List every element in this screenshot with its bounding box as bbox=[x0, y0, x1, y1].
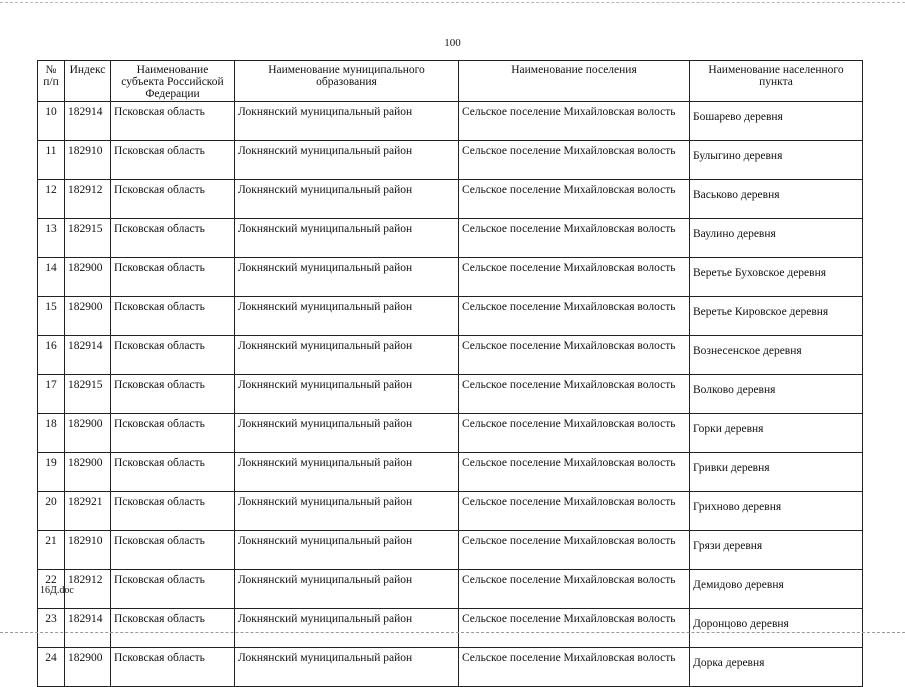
cell-settlement: Сельское поселение Михайловская волость bbox=[459, 180, 690, 219]
cell-settlement: Сельское поселение Михайловская волость bbox=[459, 219, 690, 258]
table-body bbox=[38, 102, 863, 687]
header-settlement: Наименование поселения bbox=[459, 61, 690, 102]
cell-num: 16 bbox=[38, 336, 65, 375]
cell-locality: Ваулино деревня bbox=[690, 219, 863, 258]
cell-subject: Псковская область bbox=[111, 102, 235, 141]
cell-municipality: Локнянский муниципальный район bbox=[235, 414, 459, 453]
cell-subject: Псковская область bbox=[111, 141, 235, 180]
table-row bbox=[38, 453, 863, 492]
cell-index: 182914 bbox=[65, 102, 111, 141]
cell-municipality: Локнянский муниципальный район bbox=[235, 297, 459, 336]
cell-municipality: Локнянский муниципальный район bbox=[235, 102, 459, 141]
cell-locality: Васьково деревня bbox=[690, 180, 863, 219]
header-locality: Наименование населенного пункта bbox=[690, 61, 863, 102]
cell-subject: Псковская область bbox=[111, 297, 235, 336]
cell-index: 182912 bbox=[65, 180, 111, 219]
cell-municipality: Локнянский муниципальный район bbox=[235, 180, 459, 219]
cell-index: 182914 bbox=[65, 609, 111, 648]
table-header bbox=[38, 61, 863, 102]
cell-index: 182900 bbox=[65, 258, 111, 297]
cell-locality: Доронцово деревня bbox=[690, 609, 863, 648]
cell-subject: Псковская область bbox=[111, 219, 235, 258]
cell-municipality: Локнянский муниципальный район bbox=[235, 570, 459, 609]
cell-settlement: Сельское поселение Михайловская волость bbox=[459, 570, 690, 609]
cell-subject: Псковская область bbox=[111, 570, 235, 609]
cell-municipality: Локнянский муниципальный район bbox=[235, 336, 459, 375]
cell-num: 21 bbox=[38, 531, 65, 570]
cell-municipality: Локнянский муниципальный район bbox=[235, 219, 459, 258]
cell-settlement: Сельское поселение Михайловская волость bbox=[459, 297, 690, 336]
cell-index: 182914 bbox=[65, 336, 111, 375]
cell-index: 182915 bbox=[65, 375, 111, 414]
cell-locality: Булыгино деревня bbox=[690, 141, 863, 180]
cell-subject: Псковская область bbox=[111, 492, 235, 531]
cell-settlement: Сельское поселение Михайловская волость bbox=[459, 648, 690, 687]
cell-index: 182910 bbox=[65, 531, 111, 570]
cell-locality: Горки деревня bbox=[690, 414, 863, 453]
cell-locality: Грязи деревня bbox=[690, 531, 863, 570]
cell-locality: Гривки деревня bbox=[690, 453, 863, 492]
cell-num: 18 bbox=[38, 414, 65, 453]
cell-index: 182921 bbox=[65, 492, 111, 531]
table-row bbox=[38, 180, 863, 219]
cell-subject: Псковская область bbox=[111, 180, 235, 219]
table-row bbox=[38, 648, 863, 687]
cell-municipality: Локнянский муниципальный район bbox=[235, 492, 459, 531]
cell-settlement: Сельское поселение Михайловская волость bbox=[459, 609, 690, 648]
scan-edge-bottom bbox=[0, 632, 905, 633]
cell-num: 17 bbox=[38, 375, 65, 414]
table-row bbox=[38, 219, 863, 258]
table-row bbox=[38, 414, 863, 453]
cell-index: 182915 bbox=[65, 219, 111, 258]
cell-locality: Веретье Кировское деревня bbox=[690, 297, 863, 336]
cell-locality: Волково деревня bbox=[690, 375, 863, 414]
cell-num: 22 bbox=[38, 570, 65, 609]
table-row bbox=[38, 609, 863, 648]
cell-municipality: Локнянский муниципальный район bbox=[235, 609, 459, 648]
cell-locality: Вознесенское деревня bbox=[690, 336, 863, 375]
cell-settlement: Сельское поселение Михайловская волость bbox=[459, 102, 690, 141]
cell-locality: Дорка деревня bbox=[690, 648, 863, 687]
cell-settlement: Сельское поселение Михайловская волость bbox=[459, 531, 690, 570]
cell-municipality: Локнянский муниципальный район bbox=[235, 141, 459, 180]
cell-index: 182910 bbox=[65, 141, 111, 180]
table-row bbox=[38, 141, 863, 180]
table-row bbox=[38, 492, 863, 531]
cell-settlement: Сельское поселение Михайловская волость bbox=[459, 375, 690, 414]
cell-index: 182900 bbox=[65, 648, 111, 687]
page-number: 100 bbox=[444, 37, 461, 49]
settlements-table bbox=[37, 60, 863, 687]
cell-municipality: Локнянский муниципальный район bbox=[235, 648, 459, 687]
cell-index: 182912 bbox=[65, 570, 111, 609]
table-row bbox=[38, 531, 863, 570]
cell-num: 14 bbox=[38, 258, 65, 297]
cell-num: 23 bbox=[38, 609, 65, 648]
cell-locality: Грихново деревня bbox=[690, 492, 863, 531]
cell-subject: Псковская область bbox=[111, 453, 235, 492]
cell-num: 11 bbox=[38, 141, 65, 180]
cell-locality: Бошарево деревня bbox=[690, 102, 863, 141]
header-subject: Наименование субъекта Российской Федерации bbox=[111, 61, 235, 102]
cell-settlement: Сельское поселение Михайловская волость bbox=[459, 141, 690, 180]
cell-subject: Псковская область bbox=[111, 531, 235, 570]
footer-file-name: 16Д.doc bbox=[40, 585, 74, 596]
cell-subject: Псковская область bbox=[111, 258, 235, 297]
cell-index: 182900 bbox=[65, 453, 111, 492]
cell-num: 13 bbox=[38, 219, 65, 258]
cell-settlement: Сельское поселение Михайловская волость bbox=[459, 258, 690, 297]
table-row bbox=[38, 375, 863, 414]
cell-subject: Псковская область bbox=[111, 609, 235, 648]
table-row bbox=[38, 102, 863, 141]
cell-num: 24 bbox=[38, 648, 65, 687]
cell-num: 10 bbox=[38, 102, 65, 141]
cell-municipality: Локнянский муниципальный район bbox=[235, 531, 459, 570]
header-municipality: Наименование муниципального образования bbox=[235, 61, 459, 102]
table-row bbox=[38, 297, 863, 336]
cell-locality: Демидово деревня bbox=[690, 570, 863, 609]
cell-index: 182900 bbox=[65, 414, 111, 453]
cell-locality: Веретье Буховское деревня bbox=[690, 258, 863, 297]
cell-num: 20 bbox=[38, 492, 65, 531]
table-row bbox=[38, 336, 863, 375]
cell-subject: Псковская область bbox=[111, 648, 235, 687]
cell-municipality: Локнянский муниципальный район bbox=[235, 453, 459, 492]
cell-num: 12 bbox=[38, 180, 65, 219]
cell-subject: Псковская область bbox=[111, 414, 235, 453]
cell-subject: Псковская область bbox=[111, 375, 235, 414]
header-row bbox=[38, 61, 863, 102]
cell-subject: Псковская область bbox=[111, 336, 235, 375]
scan-edge-top bbox=[0, 2, 905, 3]
cell-settlement: Сельское поселение Михайловская волость bbox=[459, 453, 690, 492]
cell-municipality: Локнянский муниципальный район bbox=[235, 375, 459, 414]
header-num: № п/п bbox=[38, 61, 65, 102]
header-index: Индекс bbox=[65, 61, 111, 102]
cell-settlement: Сельское поселение Михайловская волость bbox=[459, 336, 690, 375]
cell-settlement: Сельское поселение Михайловская волость bbox=[459, 414, 690, 453]
table-row bbox=[38, 258, 863, 297]
table-row bbox=[38, 570, 863, 609]
cell-num: 19 bbox=[38, 453, 65, 492]
cell-settlement: Сельское поселение Михайловская волость bbox=[459, 492, 690, 531]
cell-num: 15 bbox=[38, 297, 65, 336]
cell-index: 182900 bbox=[65, 297, 111, 336]
cell-municipality: Локнянский муниципальный район bbox=[235, 258, 459, 297]
